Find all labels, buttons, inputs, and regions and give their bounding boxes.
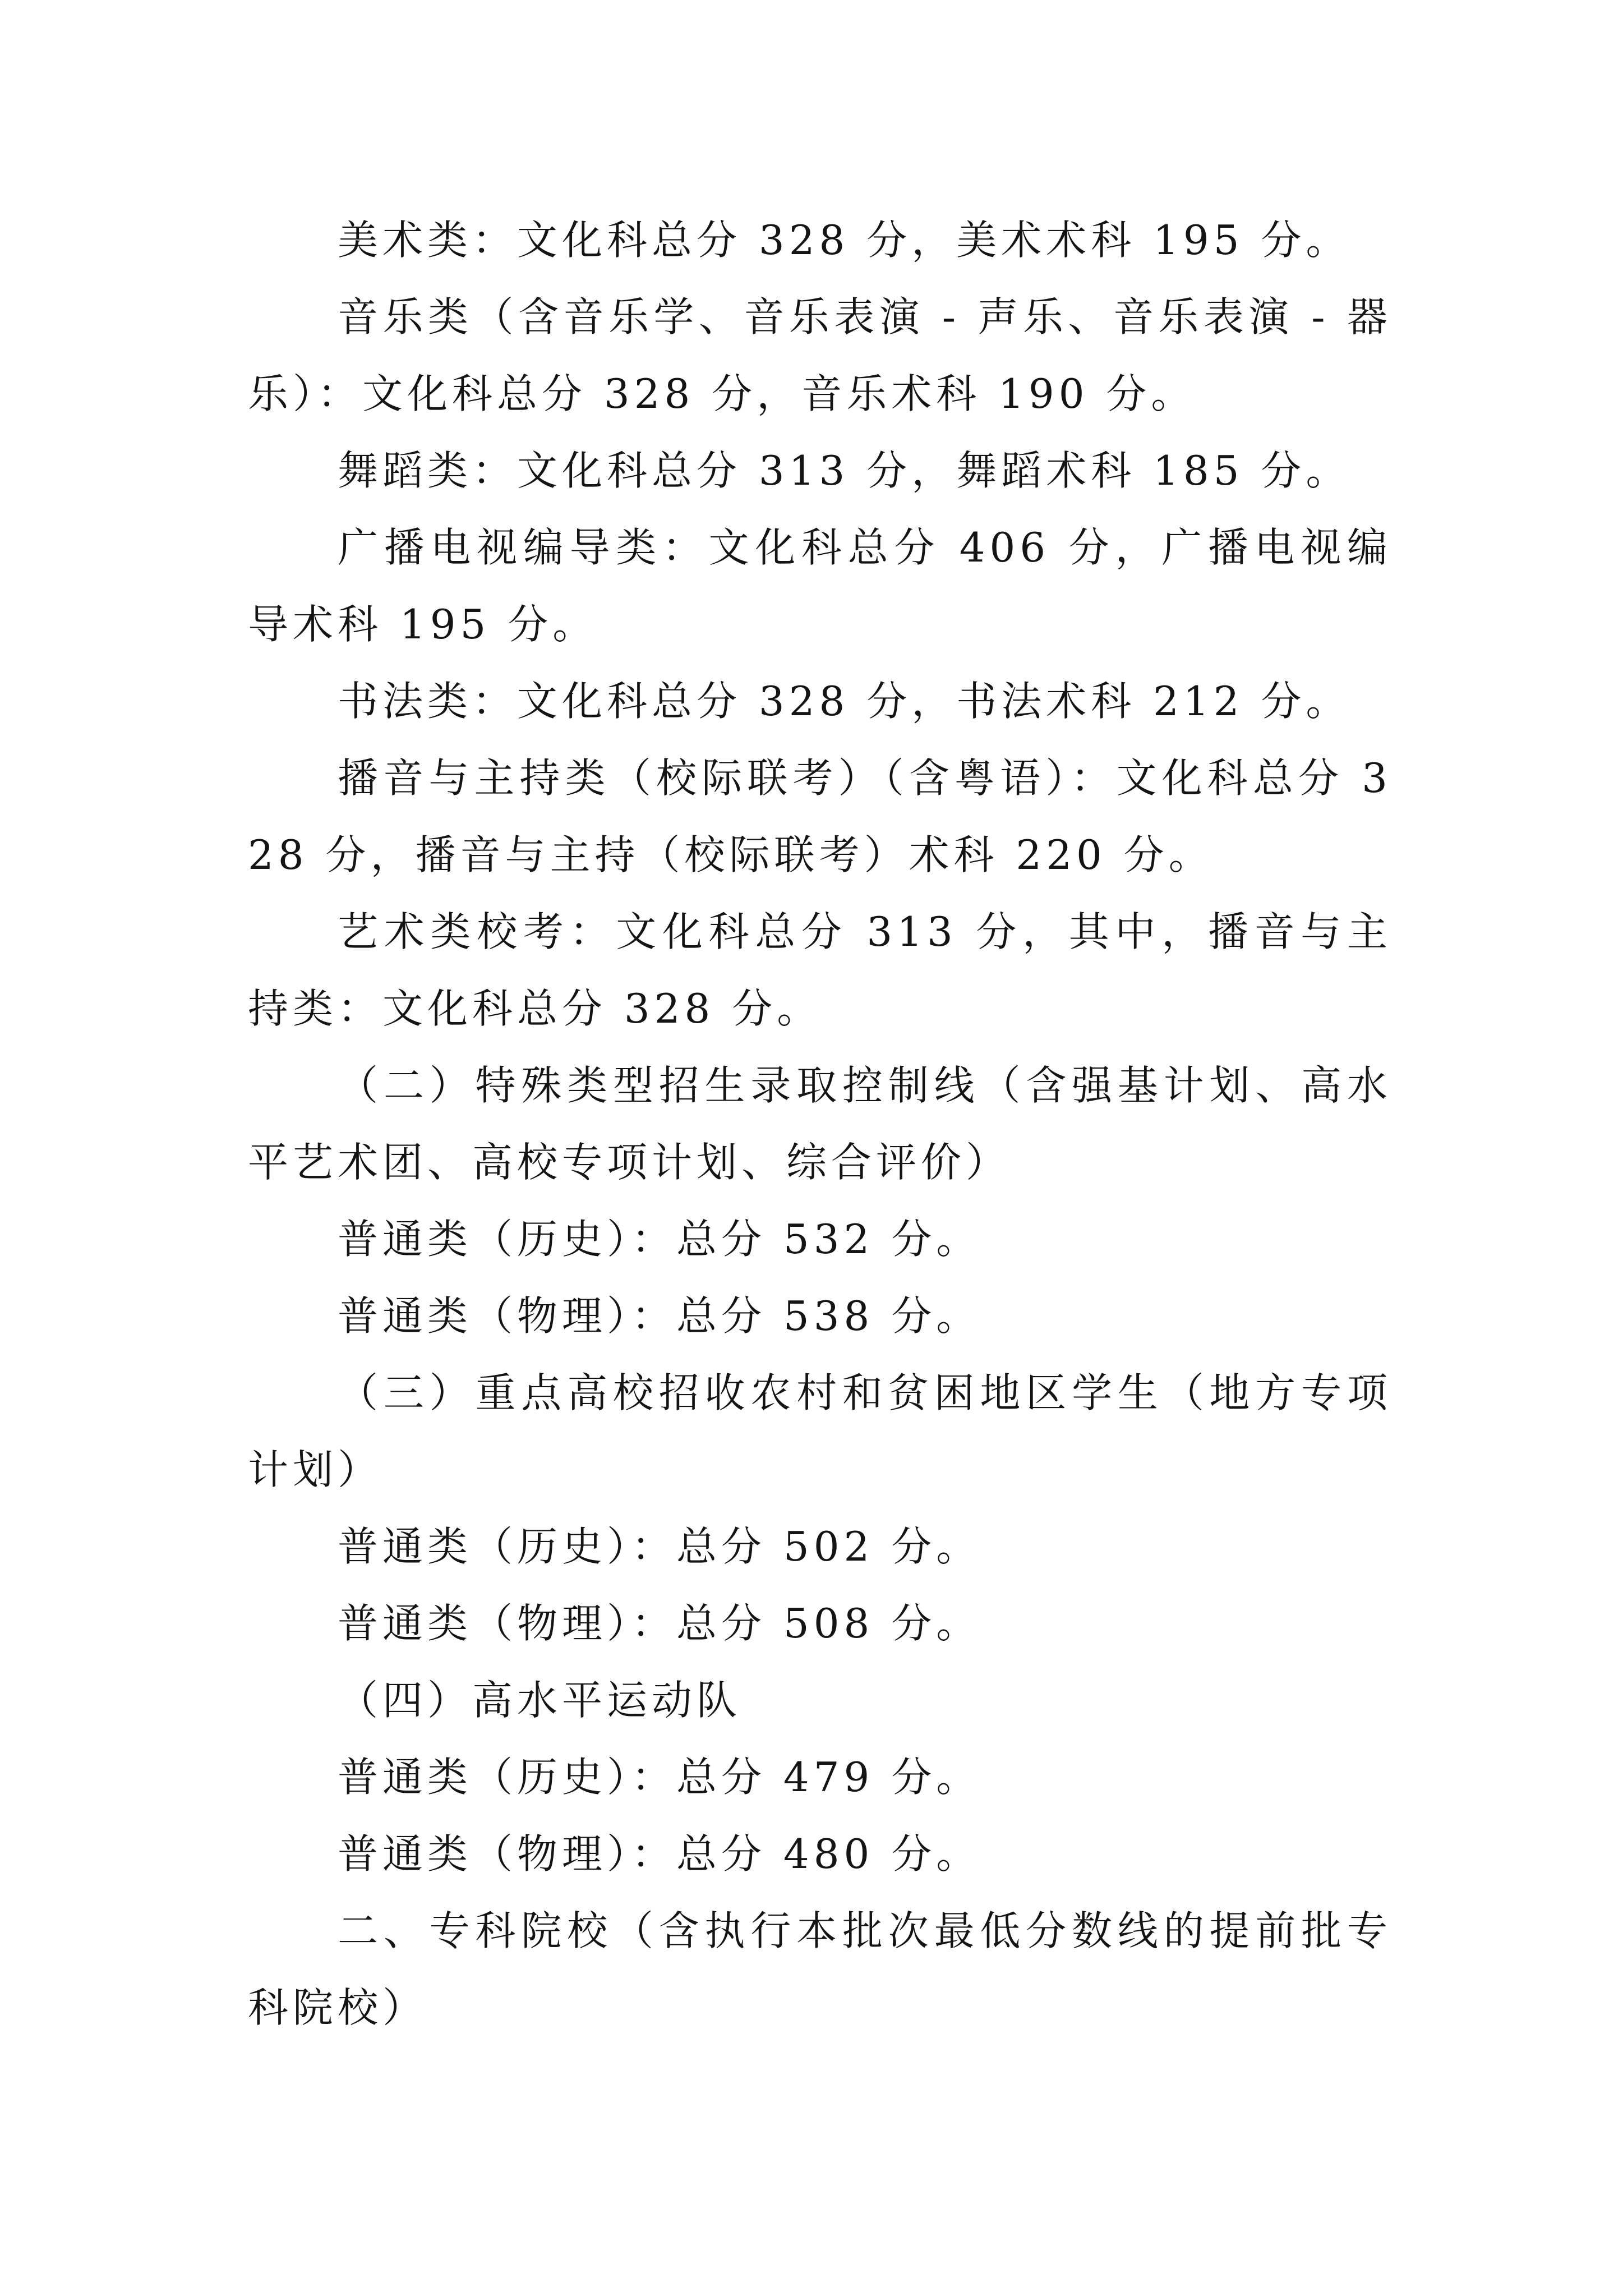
section-heading-rural-program: （三）重点高校招收农村和贫困地区学生（地方专项计划） (248, 1369, 1392, 1493)
paragraph-special-history: 普通类（历史）：总分 532 分。 (338, 1216, 981, 1263)
paragraph-broadcasting-hosting: 播音与主持类（校际联考）（含粤语）：文化科总分 328 分，播音与主持（校际联考）术科 220 分。 (248, 754, 1392, 878)
paragraph-sports-physics: 普通类（物理）：总分 480 分。 (338, 1830, 981, 1878)
paragraph-music: 音乐类（含音乐学、音乐表演 - 声乐、音乐表演 - 器乐）：文化科总分 328 分，音乐术科 190 分。 (248, 293, 1392, 417)
paragraph-sports-history: 普通类（历史）：总分 479 分。 (338, 1754, 981, 1801)
document-body (248, 202, 1392, 2046)
paragraph-special-physics: 普通类（物理）：总分 538 分。 (338, 1292, 981, 1340)
section-heading-vocational: 二、专科院校（含执行本批次最低分数线的提前批专科院校） (248, 1907, 1392, 2031)
section-heading-special-admission: （二）特殊类型招生录取控制线（含强基计划、高水平艺术团、高校专项计划、综合评价） (248, 1062, 1392, 1186)
paragraph-rural-history: 普通类（历史）：总分 502 分。 (338, 1523, 981, 1570)
paragraph-fine-arts: 美术类：文化科总分 328 分，美术术科 195 分。 (338, 217, 1351, 264)
paragraph-rural-physics: 普通类（物理）：总分 508 分。 (338, 1600, 981, 1647)
paragraph-calligraphy: 书法类：文化科总分 328 分，书法术科 212 分。 (338, 678, 1351, 725)
paragraph-broadcast-directing: 广播电视编导类：文化科总分 406 分，广播电视编导术科 195 分。 (248, 524, 1392, 648)
section-heading-sports-team: （四）高水平运动队 (338, 1677, 742, 1724)
paragraph-dance: 舞蹈类：文化科总分 313 分，舞蹈术科 185 分。 (338, 447, 1351, 494)
paragraph-art-school-exam: 艺术类校考：文化科总分 313 分，其中，播音与主持类：文化科总分 328 分。 (248, 908, 1392, 1032)
